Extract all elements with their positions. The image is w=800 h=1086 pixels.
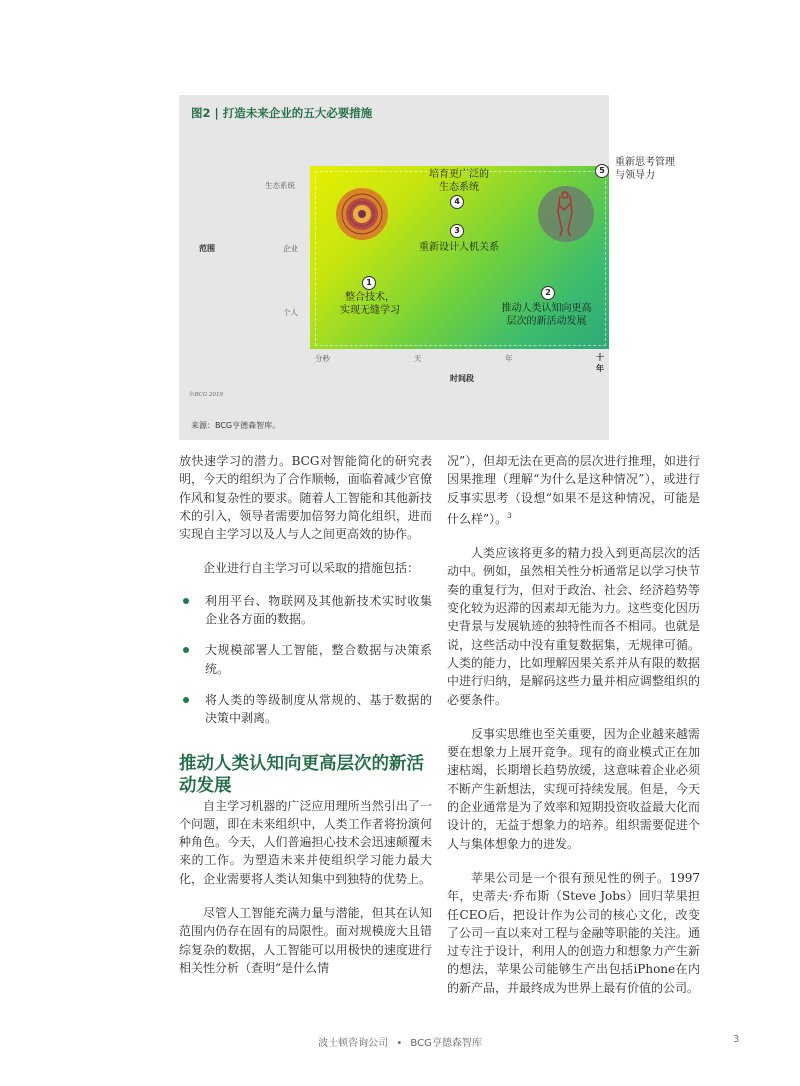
left-column [179,452,432,977]
page-footer [0,1034,800,1049]
item-label-5 [615,156,695,182]
list-item-text: 利用平台、物联网及其他新技术实时收集企业各方面的数据。 [205,593,432,627]
x-tick-seconds: 分秒 [315,354,330,363]
item-badge-4: 4 [450,195,464,209]
item-badge-1: 1 [362,276,376,290]
item-label-3: 重新设计人机关系 [419,242,499,253]
bullet-dot [183,598,189,604]
item-1-line2: 实现无缝学习 [340,305,400,316]
x-tick-years: 年 [505,354,513,363]
y-level-ecosystem: 生态系统 [265,181,295,190]
page-number: 3 [733,1034,740,1045]
left-paragraph-3: 自主学习机器的广泛应用理所当然引出了一个问题，即在未来组织中，人类工作者将扮演何种角色。今天，人们普遍担心技术会迅速颠覆未来的工作。为塑造未来并使组织学习能力最大化，企业需要将人类认知集中到独特的优势上。 [179,798,432,886]
right-paragraph-3: 反事实思维也至关重要，因为企业越来越需要在想象力上展开竞争。现有的商业模式正在加速枯竭，长期增长趋势放缓，这意味着企业必须不断产生新想法，实现可持续发展。但是，今天的企业通常是为了效率和短期投资收益最大化而设计的，无益于想象力的培养。组织需要促进个人与集体想象力的进发。 [447,726,700,851]
y-level-individual: 个人 [283,308,298,317]
footer-separator: • [396,1038,403,1049]
item-1-line1: 整合技术， [345,292,395,303]
bullet-dot [183,647,189,653]
y-level-enterprise: 企业 [283,244,298,253]
list-item [179,691,432,728]
section-heading: 推动人类认知向更高层次的新活动发展 [179,753,424,796]
bullet-dot [183,697,189,703]
figure-source: 来源：BCG亨德森智库。 [191,421,281,430]
figure-title: 图2 | 打造未来企业的五大必要措施 [191,106,373,120]
right-paragraph-4: 苹果公司是一个很有预见性的例子。1997年，史蒂夫·乔布斯（Steve Jobs）回归苹果担任CEO后，把设计作为公司的核心文化，改变了公司一直以来对工程与金融等职能的关注。通过专注于设计，利用人的创造力和想象力产生新的想法，苹果公司能够生产出包括iPhone在内的新产品，并最终成为世界上最有价值的公司。 [447,870,700,995]
y-axis-label: 范围 [199,244,215,253]
right-paragraph-1 [447,452,700,528]
human-figure-illustration [534,182,598,246]
list-item-text: 大规模部署人工智能，整合数据与决策系统。 [205,643,432,676]
footnote-ref: 3 [507,511,512,520]
bcg-logo-mark: ©BCG 2019 [189,392,223,398]
x-axis-label: 时间段 [450,374,474,383]
item-label-1 [325,291,415,317]
footer-publisher: 波士顿咨询公司 [318,1038,389,1049]
brain-organism-illustration [331,183,393,245]
item-label-4 [414,168,504,194]
item-4-line1: 培育更广泛的 [429,169,489,180]
list-item [179,641,432,678]
right-paragraph-1-text: 况”），但却无法在更高的层次进行推理，如进行因果推理（理解“为什么是这种情况”），或进行反事实思考（设想“如果不是这种情况，可能是什么样”）。 [447,454,700,526]
item-badge-5: 5 [595,164,609,178]
right-paragraph-2: 人类应该将更多的精力投入到更高层次的活动中。例如，虽然相关性分析通常足以学习快节奏的重复行为，但对于政治、社会、经济趋势等变化较为迟滞的因素却无能为力。这些变化因历史背景与发展轨迹的独特性而各不相同。也就是说，这些活动中没有重复数据集，无规律可循。人类的能力，比如理解因果关系并从有限的数据中进行归纳，是解码这些力量并相应调整组织的必要条件。 [447,546,700,707]
item-4-line2: 生态系统 [439,182,479,193]
item-badge-2: 2 [541,286,555,300]
left-paragraph-2: 企业进行自主学习可以采取的措施包括： [203,561,420,576]
footer-institute: BCG亨德森智库 [410,1038,482,1049]
x-tick-days: 天 [414,354,422,363]
item-badge-3: 3 [450,224,464,238]
list-item [179,592,432,629]
list-item-text: 将人类的等级制度从常规的、基于数据的决策中剥离。 [205,692,432,726]
left-paragraph-1: 放快速学习的潜力。BCG对智能简化的研究表明，今天的组织为了合作顺畅，面临着减少官僚作风和复杂性的要求。随着人工智能和其他新技术的引入，领导者需要加倍努力简化组织，进而实现自主学习以及人与人之间更高效的协作。 [179,454,432,542]
left-paragraph-4: 尽管人工智能充满力量与潜能，但其在认知范围内仍存在固有的局限性。面对规模庞大且错综复杂的数据，人工智能可以用极快的速度进行相关性分析（查明“是什么情 [179,906,432,975]
item-2-line2: 层次的新活动发展 [506,316,587,327]
item-label-2 [489,302,604,328]
figure-panel [179,95,675,440]
x-tick-decades: 十年 [596,353,604,373]
item-5-line2: 与领导力 [615,170,655,181]
right-column [447,452,700,997]
item-2-line1: 推动人类认知向更高 [501,303,592,314]
item-5-line1: 重新思考管理 [615,157,675,168]
measures-list [179,592,432,728]
